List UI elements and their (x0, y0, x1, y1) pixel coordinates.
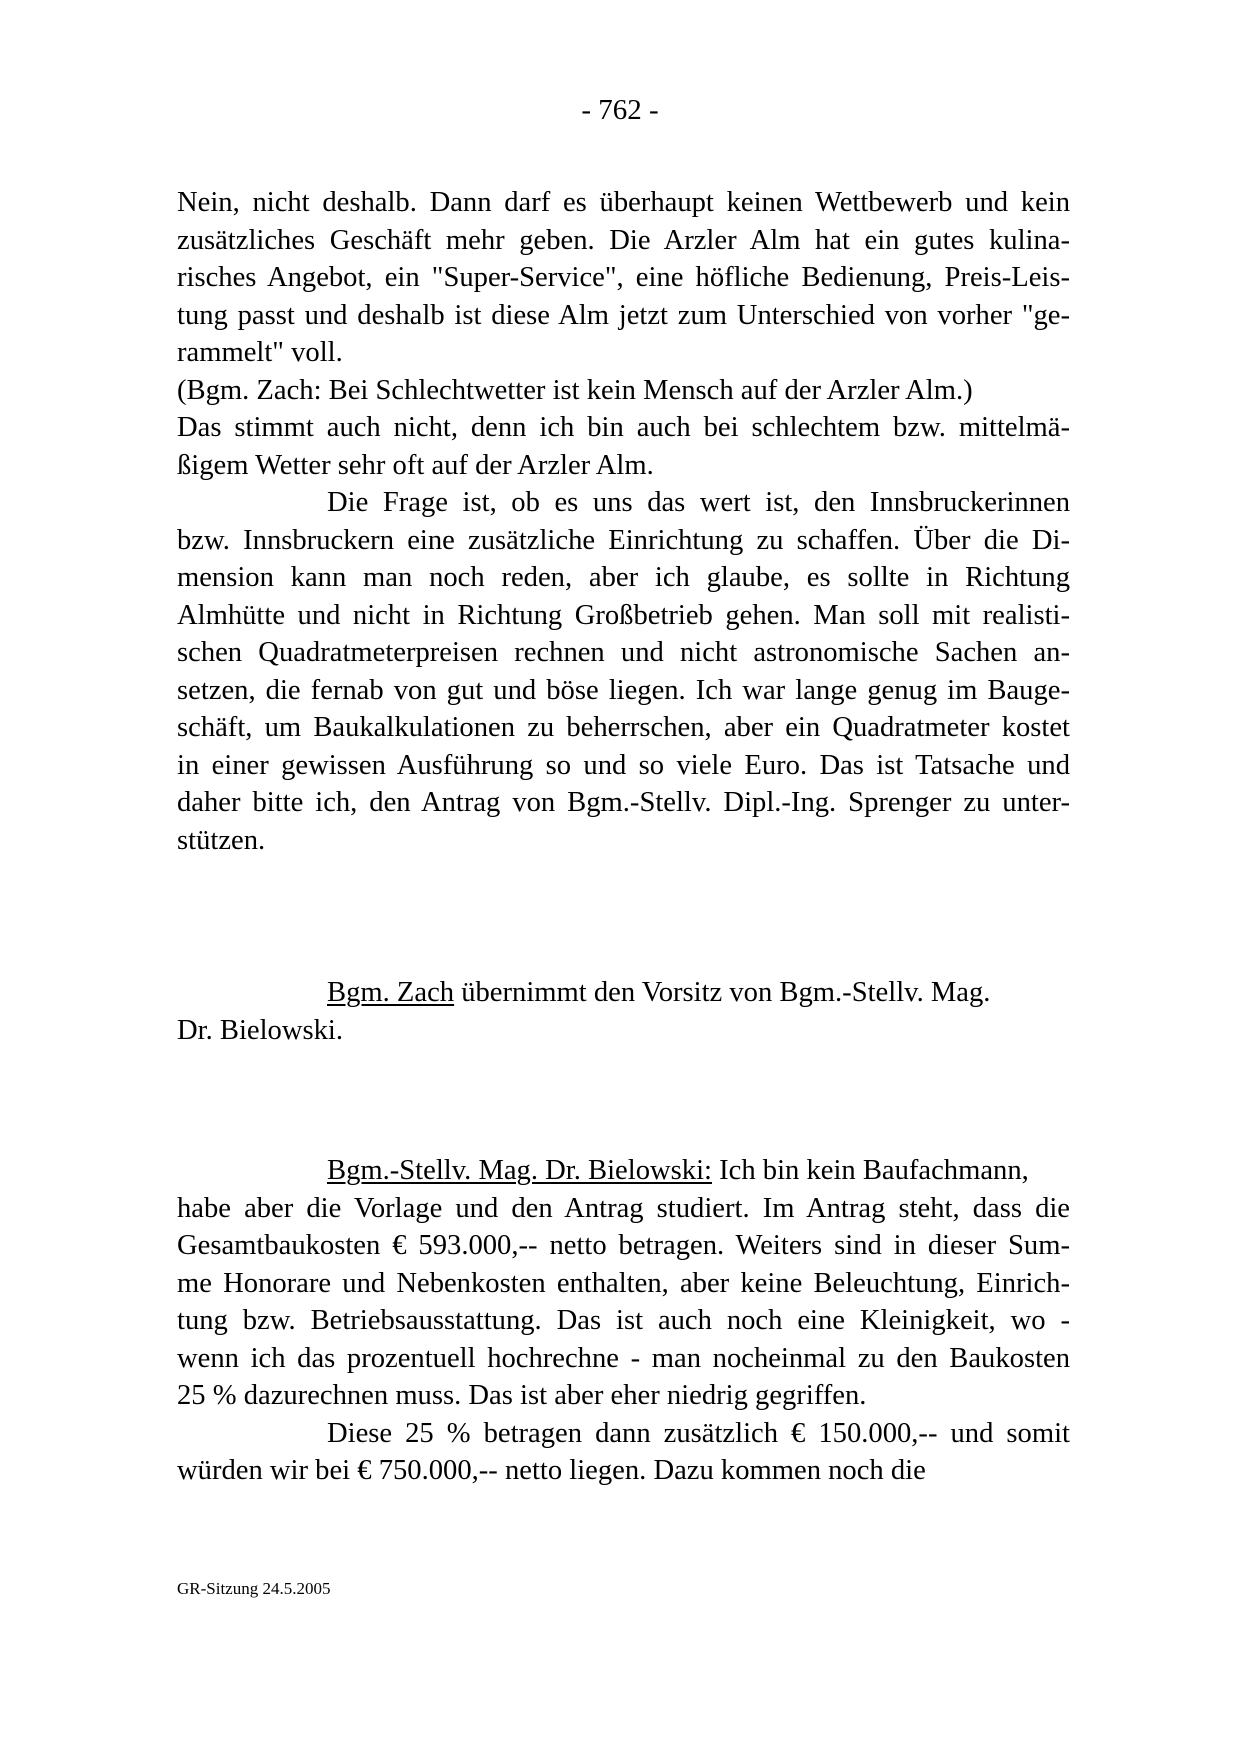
text-line: Dr. Bielowski. (177, 1014, 344, 1046)
speaker-name: Bgm. Zach (327, 977, 455, 1008)
text-line: Gesamtbaukosten € 593.000,-- netto betragen. Weiters sind in dieser Sum- (177, 1230, 1070, 1261)
speaker-name: Bgm.-Stellv. Mag. Dr. Bielowski: (327, 1155, 712, 1186)
text-line: schäft, um Baukalkulationen zu beherrschen, aber ein Quadratmeter kostet (177, 712, 1070, 743)
text-line-indented: Die Frage ist, ob es uns das wert ist, den Innsbruckerinnen (327, 487, 1070, 518)
text-line: Nein, nicht deshalb. Dann darf es überhaupt keinen Wettbewerb und kein (177, 187, 1070, 218)
paragraph-1 (177, 184, 1070, 859)
text-line: setzen, die fernab von gut und böse liegen. Ich war lange genug im Bauge- (177, 674, 1070, 706)
text-line: wenn ich das prozentuell hochrechne - man nocheinmal zu den Baukosten (177, 1342, 1070, 1374)
text-line: me Honorare und Nebenkosten enthalten, aber keine Beleuchtung, Einrich- (177, 1267, 1070, 1299)
text-line: Almhütte und nicht in Richtung Großbetrieb gehen. Man soll mit realisti- (177, 599, 1070, 631)
text-line-indented: Diese 25 % betragen dann zusätzlich € 150.000,-- und somit (327, 1417, 1070, 1449)
text-line: mension kann man noch reden, aber ich glaube, es sollte in Richtung (177, 562, 1070, 593)
text-line: rammelt" voll. (177, 337, 343, 368)
text-line: tung passt und deshalb ist diese Alm jetzt zum Unterschied von vorher "ge- (177, 299, 1070, 331)
text-line: schen Quadratmeterpreisen rechnen und nicht astronomische Sachen an- (177, 637, 1070, 668)
text-line: stützen. (177, 824, 266, 856)
text-line: würden wir bei € 750.000,-- netto liegen. Dazu kommen noch die (177, 1455, 926, 1486)
text-line: bzw. Innsbruckern eine zusätzliche Einrichtung zu schaffen. Über die Di- (177, 524, 1070, 556)
text-line: Das stimmt auch nicht, denn ich bin auch bei schlechtem bzw. mittelmä- (177, 412, 1070, 443)
chair-notice-text: übernimmt den Vorsitz von Bgm.-Stellv. Mag. (454, 977, 991, 1008)
speaker-text: Ich bin kein Baufachmann, (711, 1155, 1029, 1186)
text-line: in einer gewissen Ausführung so und so viele Euro. Das ist Tatsache und (177, 749, 1070, 781)
footer: GR-Sitzung 24.5.2005 (177, 1579, 331, 1598)
chair-notice-line (177, 974, 1070, 1012)
speaker-line (177, 1152, 1070, 1190)
text-line: zusätzliches Geschäft mehr geben. Die Arzler Alm hat ein gutes kulina- (177, 224, 1070, 256)
text-line: tung bzw. Betriebsausstattung. Das ist auch noch eine Kleinigkeit, wo - (177, 1305, 1070, 1336)
chair-notice (177, 974, 1070, 1049)
text-line: daher bitte ich, den Antrag von Bgm.-Stellv. Dipl.-Ing. Sprenger zu unter- (177, 787, 1070, 818)
text-line: 25 % dazurechnen muss. Das ist aber eher niedrig gegriffen. (177, 1380, 867, 1411)
text-line: habe aber die Vorlage und den Antrag studiert. Im Antrag steht, dass die (177, 1192, 1070, 1224)
page-number: - 762 - (581, 94, 659, 126)
interjection-line: (Bgm. Zach: Bei Schlechtwetter ist kein Mensch auf der Arzler Alm.) (177, 374, 973, 406)
text-line: risches Angebot, ein "Super-Service", eine höfliche Bedienung, Preis-Leis- (177, 262, 1070, 293)
text-line: ßigem Wetter sehr oft auf der Arzler Alm. (177, 449, 654, 481)
paragraph-2 (177, 1152, 1070, 1490)
